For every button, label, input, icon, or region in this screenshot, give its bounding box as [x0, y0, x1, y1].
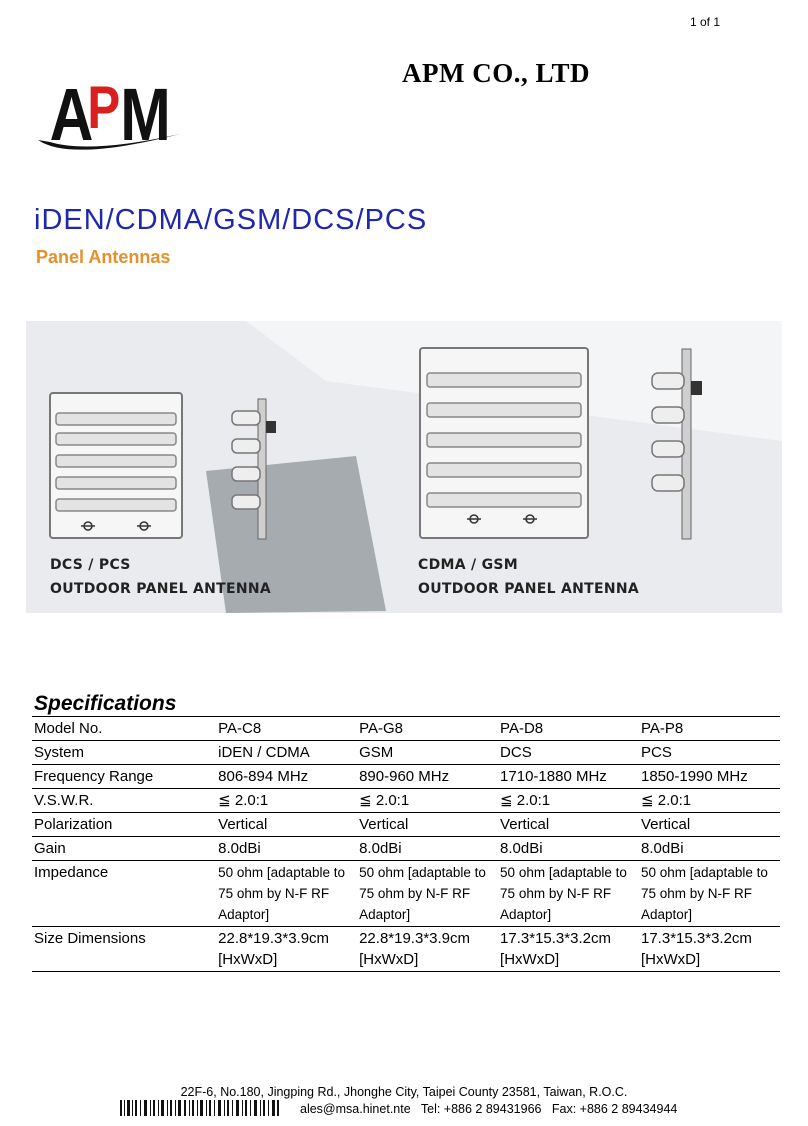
cell: Vertical [216, 813, 357, 837]
row-label: V.S.W.R. [32, 789, 216, 813]
product-title: iDEN/CDMA/GSM/DCS/PCS [34, 204, 428, 236]
row-label: Impedance [32, 861, 216, 927]
cell: 50 ohm [adaptable to 75 ohm by N-F RF Adaptor] [357, 861, 498, 927]
svg-text:M: M [120, 74, 171, 157]
cell: ≦ 2.0:1 [357, 789, 498, 813]
page-number: 1 of 1 [689, 15, 720, 29]
cell: PA-D8 [498, 717, 639, 741]
cell: 50 ohm [adaptable to 75 ohm by N-F RF Adaptor] [216, 861, 357, 927]
cell: 1850-1990 MHz [639, 765, 780, 789]
caption-right-line1: CDMA / GSM [418, 557, 519, 573]
cell: 17.3*15.3*3.2cm [HxWxD] [498, 927, 639, 972]
row-label: System [32, 741, 216, 765]
product-photo [26, 321, 782, 613]
cell: Vertical [498, 813, 639, 837]
row-label: Model No. [32, 717, 216, 741]
footer-contact [300, 1102, 677, 1116]
cell: PA-P8 [639, 717, 780, 741]
footer-email: ales@msa.hinet.nte [300, 1102, 411, 1116]
cell: 17.3*15.3*3.2cm [HxWxD] [639, 927, 780, 972]
row-label: Size Dimensions [32, 927, 216, 972]
table-row [32, 813, 780, 837]
cell: 8.0dBi [216, 837, 357, 861]
barcode-icon [120, 1099, 280, 1117]
table-row [32, 765, 780, 789]
cell: 8.0dBi [357, 837, 498, 861]
cell: 22.8*19.3*3.9cm [HxWxD] [216, 927, 357, 972]
cell: 8.0dBi [498, 837, 639, 861]
cell: PCS [639, 741, 780, 765]
specifications-table [32, 716, 780, 972]
table-row [32, 789, 780, 813]
caption-left-line1: DCS / PCS [50, 557, 131, 573]
cell: GSM [357, 741, 498, 765]
cell: 22.8*19.3*3.9cm [HxWxD] [357, 927, 498, 972]
cell: PA-C8 [216, 717, 357, 741]
cell: DCS [498, 741, 639, 765]
cell: 8.0dBi [639, 837, 780, 861]
table-row [32, 741, 780, 765]
cell: PA-G8 [357, 717, 498, 741]
cell: ≦ 2.0:1 [498, 789, 639, 813]
svg-text:P: P [87, 73, 121, 142]
specifications-heading: Specifications [34, 692, 177, 715]
cell: 806-894 MHz [216, 765, 357, 789]
cell: ≦ 2.0:1 [216, 789, 357, 813]
cell: Vertical [639, 813, 780, 837]
footer-address: 22F-6, No.180, Jingping Rd., Jhonghe City, Taipei County 23581, Taiwan, R.O.C. [180, 1085, 628, 1099]
cell: 890-960 MHz [357, 765, 498, 789]
product-subtitle: Panel Antennas [36, 247, 171, 267]
cell: ≦ 2.0:1 [639, 789, 780, 813]
cell: iDEN / CDMA [216, 741, 357, 765]
cell: 50 ohm [adaptable to 75 ohm by N-F RF Adaptor] [498, 861, 639, 927]
row-label: Gain [32, 837, 216, 861]
table-row [32, 717, 780, 741]
caption-right-line2: OUTDOOR PANEL ANTENNA [418, 581, 640, 597]
company-name: APM CO., LTD [402, 58, 591, 88]
table-row [32, 861, 780, 927]
table-row [32, 927, 780, 972]
table-row [32, 837, 780, 861]
cell: Vertical [357, 813, 498, 837]
row-label: Polarization [32, 813, 216, 837]
svg-text:A: A [49, 74, 94, 157]
cell: 1710-1880 MHz [498, 765, 639, 789]
cell: 50 ohm [adaptable to 75 ohm by N-F RF Adaptor] [639, 861, 780, 927]
row-label: Frequency Range [32, 765, 216, 789]
footer-tel: Tel: +886 2 89431966 [420, 1102, 542, 1116]
antenna-illustration [26, 321, 782, 613]
caption-left-line2: OUTDOOR PANEL ANTENNA [50, 581, 272, 597]
footer-fax: Fax: +886 2 89434944 [551, 1102, 678, 1116]
apm-logo [30, 62, 190, 172]
